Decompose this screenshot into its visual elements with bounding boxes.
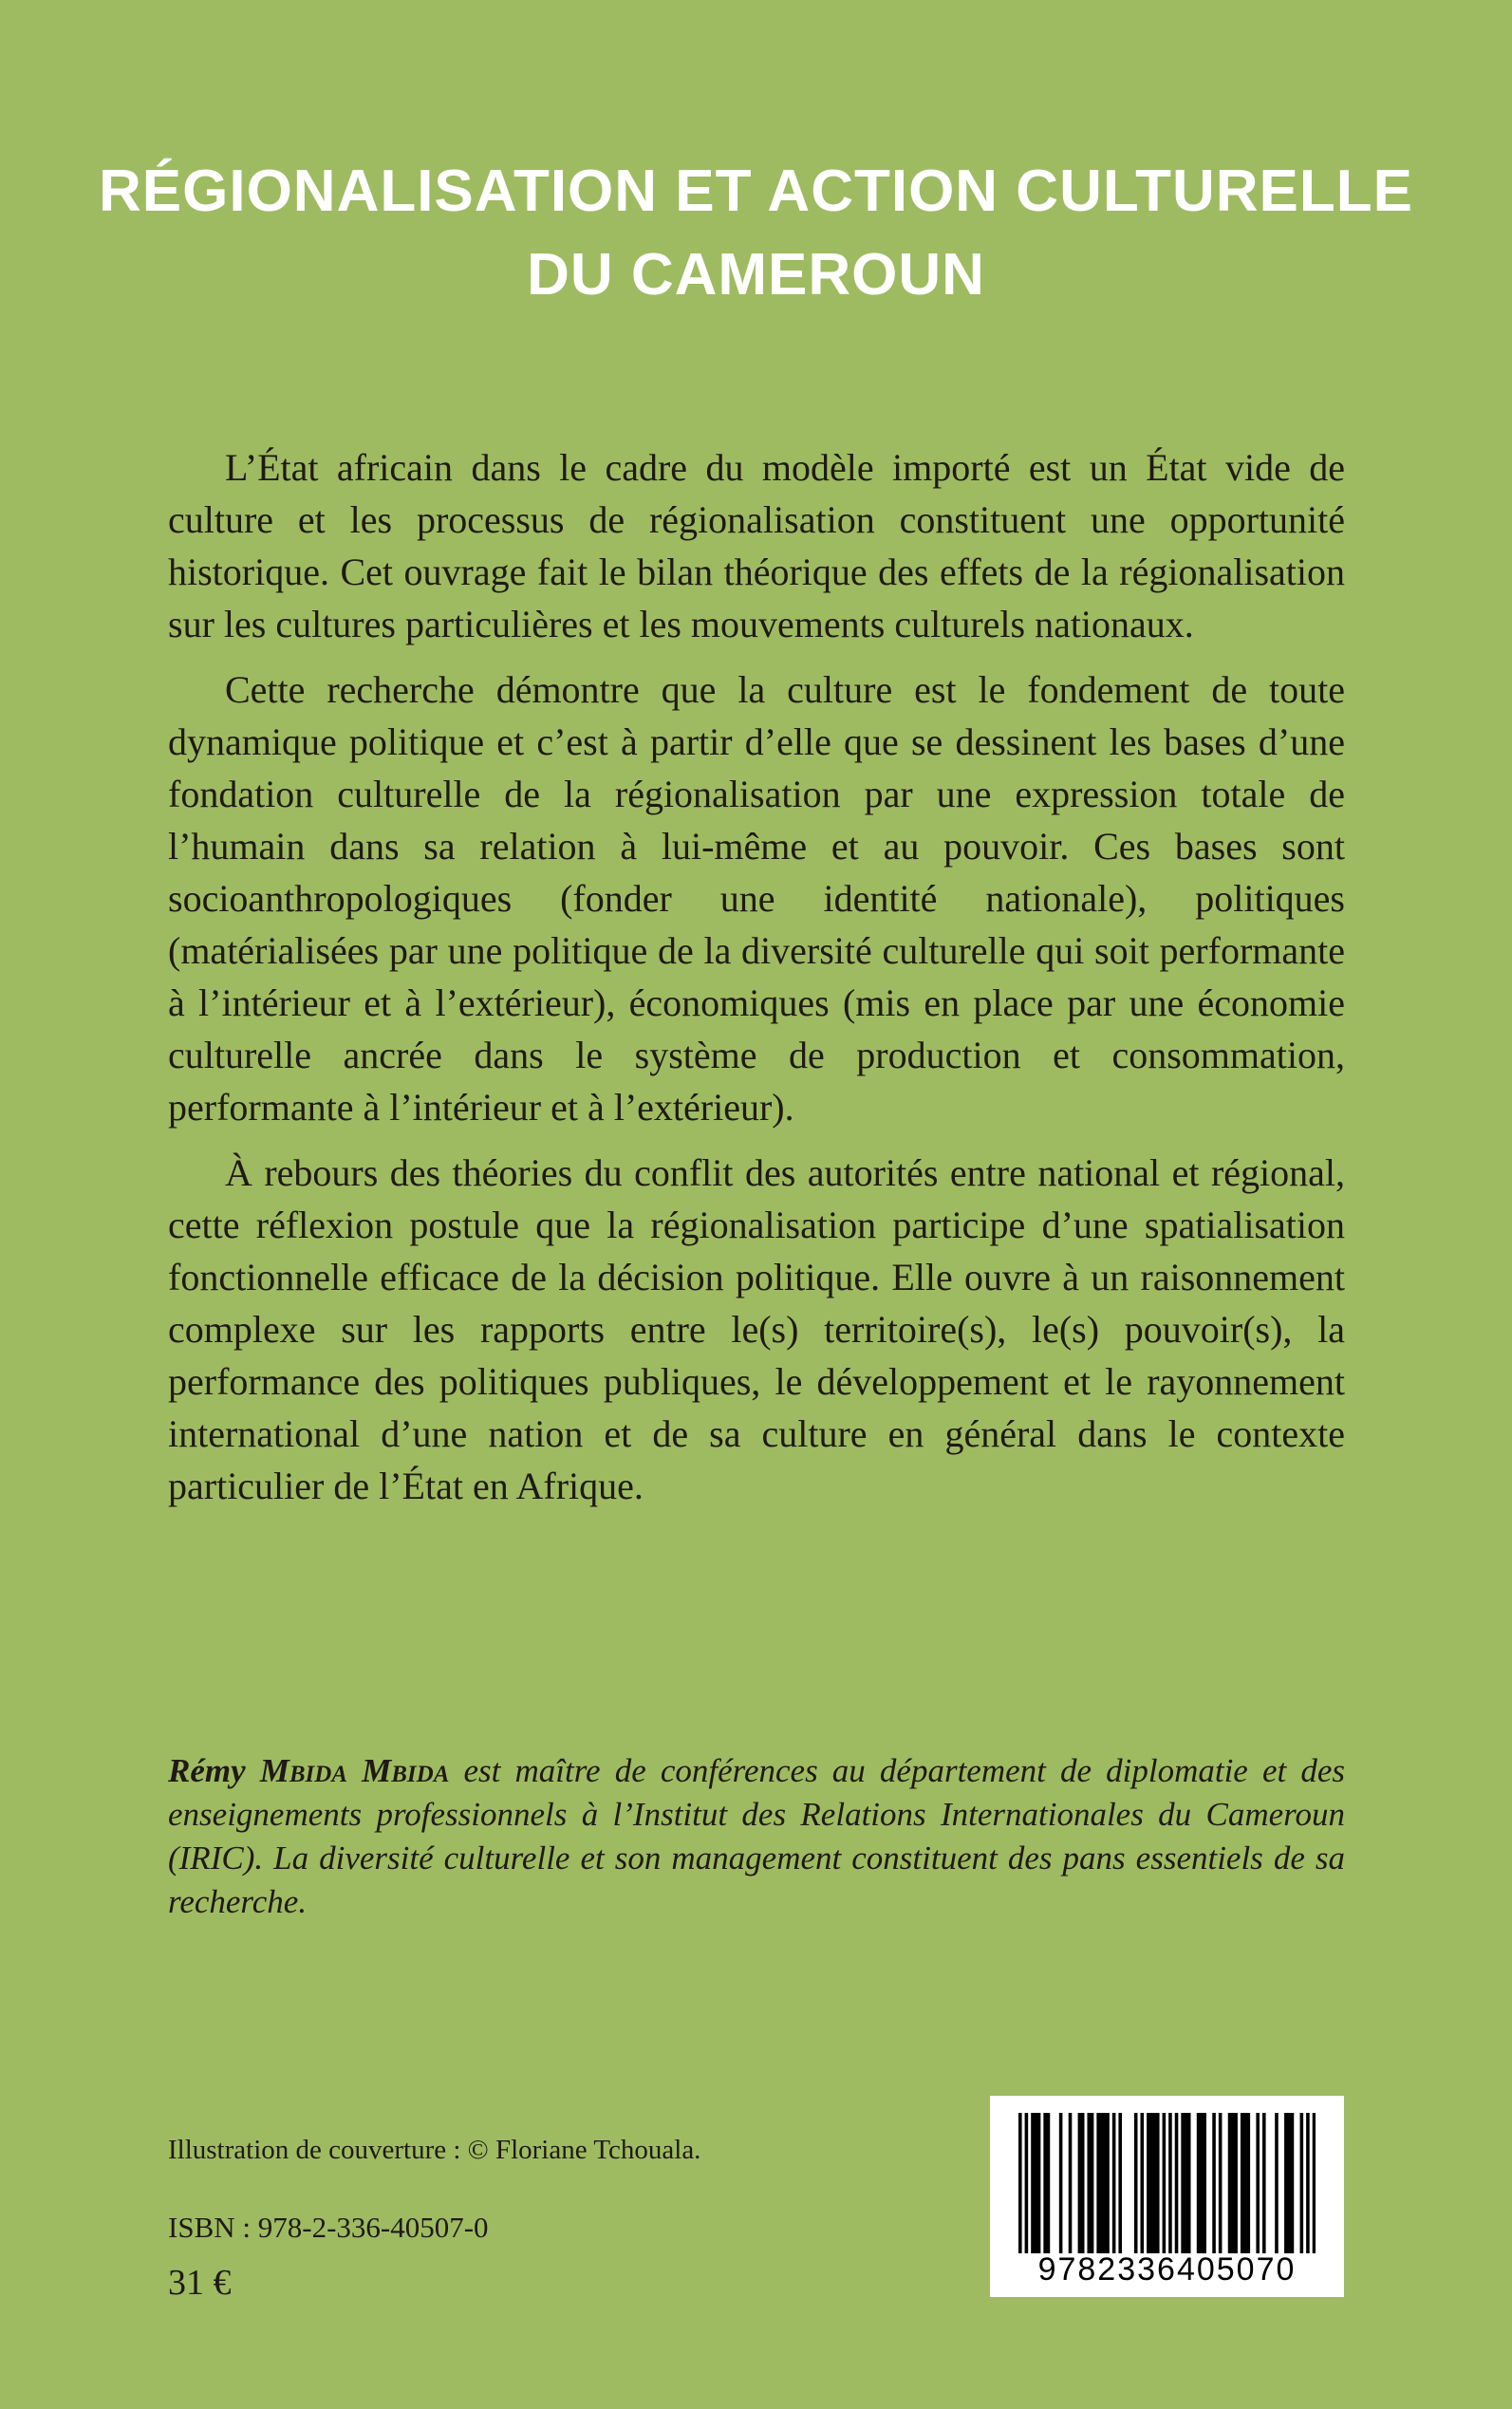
- barcode-bar: [1256, 2113, 1260, 2253]
- author-name: [168, 1752, 449, 1789]
- barcode-bar: [1087, 2113, 1091, 2253]
- barcode-bar: [1247, 2113, 1251, 2253]
- barcode-bar: [1103, 2113, 1107, 2253]
- back-cover-summary: [168, 441, 1345, 1525]
- barcode-bar: [1185, 2113, 1188, 2253]
- barcode-bar: [1096, 2113, 1100, 2253]
- barcode-bar: [1262, 2113, 1266, 2253]
- barcode-bar: [1031, 2113, 1035, 2253]
- summary-paragraph-1: L’État africain dans le cadre du modèle importé est un État vide de culture et les processus de régionalisation constituent une opportunité historique. Cet ouvrage fait le bilan théorique des effets de la régionalisation sur les cultures particulières et les mouvements culturels nationaux.: [168, 446, 1345, 645]
- barcode-bar: [1156, 2113, 1160, 2253]
- barcode-bar: [1203, 2113, 1206, 2253]
- barcode-bar: [1047, 2113, 1051, 2253]
- barcode-bar: [1219, 2113, 1223, 2253]
- barcode: [990, 2096, 1344, 2297]
- barcode-bar: [1228, 2113, 1232, 2253]
- barcode-bar: [1163, 2113, 1167, 2253]
- barcode-bar: [1081, 2113, 1085, 2253]
- barcode-bar: [1168, 2113, 1172, 2253]
- barcode-bar: [1287, 2113, 1291, 2253]
- barcode-bar: [1078, 2113, 1082, 2253]
- barcode-bars: [1018, 2113, 1316, 2253]
- book-title-line-1: RÉGIONALISATION ET ACTION CULTURELLE: [98, 159, 1413, 224]
- barcode-bar: [1241, 2113, 1244, 2253]
- book-title: [76, 150, 1436, 317]
- barcode-bar: [1181, 2113, 1185, 2253]
- barcode-bar: [1037, 2113, 1041, 2253]
- barcode-bar: [1043, 2113, 1047, 2253]
- barcode-bar: [1200, 2113, 1204, 2253]
- barcode-bar: [1140, 2113, 1144, 2253]
- barcode-digits: 9782336405070: [1037, 2251, 1297, 2288]
- barcode-bar: [1234, 2113, 1238, 2253]
- barcode-bar: [1291, 2113, 1295, 2253]
- barcode-bar: [1091, 2113, 1094, 2253]
- barcode-bar: [1112, 2113, 1116, 2253]
- author-bio: [168, 1749, 1345, 1924]
- barcode-bar: [1100, 2113, 1104, 2253]
- author-last-name: Mbida Mbida: [259, 1752, 450, 1789]
- barcode-bar: [1187, 2113, 1191, 2253]
- barcode-bar: [1306, 2113, 1310, 2253]
- barcode-bar: [1059, 2113, 1063, 2253]
- barcode-bar: [1134, 2113, 1138, 2253]
- barcode-bar: [1175, 2113, 1179, 2253]
- barcode-bar: [1284, 2113, 1288, 2253]
- author-bio-text: est maître de conférences au département de diplomatie et des enseignements professionnels à l’Institut des Relations Internationales du Cameroun (IRIC). La diversité culturelle et son management constituent des pans essentiels de sa recherche.: [168, 1752, 1345, 1920]
- author-first-name: Rémy: [168, 1752, 246, 1789]
- barcode-bar: [1153, 2113, 1157, 2253]
- barcode-bar: [1275, 2113, 1279, 2253]
- price: 31 €: [168, 2263, 232, 2303]
- barcode-bar: [1118, 2113, 1122, 2253]
- summary-paragraph-2: Cette recherche démontre que la culture est le fondement de toute dynamique politique et c’est à partir d’elle que se dessinent les bases d’une fondation culturelle de la régionalisation par une expression totale de l’humain dans sa relation à lui-même et au pouvoir. Ces bases sont socioanthropologiques (fonder une identité nationale), politiques (matérialisées par une politique de la diversité culturelle qui soit performante à l’intérieur et à l’extérieur), économiques (mis en place par une économie culturelle ancrée dans le système de production et consommation, performante à l’intérieur et à l’extérieur).: [168, 668, 1345, 1129]
- barcode-bar: [1018, 2113, 1022, 2253]
- summary-paragraph-3: À rebours des théories du conflit des autorités entre national et régional, cette réflexion postule que la régionalisation participe d’une spatialisation fonctionnelle efficace de la décision politique. Elle ouvre à un raisonnement complexe sur les rapports entre le(s) territoire(s), le(s) pouvoir(s), la performance des politiques publiques, le développement et le rayonnement international d’une nation et de sa culture en général dans le contexte particulier de l’État en Afrique.: [168, 1151, 1345, 1507]
- barcode-bar: [1034, 2113, 1037, 2253]
- barcode-bar: [1106, 2113, 1110, 2253]
- barcode-bar: [1147, 2113, 1150, 2253]
- illustration-credit: Illustration de couverture : © Floriane Tchouala.: [168, 2135, 701, 2165]
- barcode-bar: [1212, 2113, 1216, 2253]
- barcode-bar: [1197, 2113, 1201, 2253]
- barcode-bar: [1069, 2113, 1073, 2253]
- barcode-bar: [1149, 2113, 1153, 2253]
- barcode-bar: [1025, 2113, 1029, 2253]
- barcode-bar: [1231, 2113, 1235, 2253]
- isbn: ISBN : 978-2-336-40507-0: [168, 2211, 489, 2244]
- barcode-bar: [1300, 2113, 1304, 2253]
- barcode-bar: [1313, 2113, 1316, 2253]
- book-title-line-2: DU CAMEROUN: [527, 242, 985, 308]
- barcode-bar: [1243, 2113, 1247, 2253]
